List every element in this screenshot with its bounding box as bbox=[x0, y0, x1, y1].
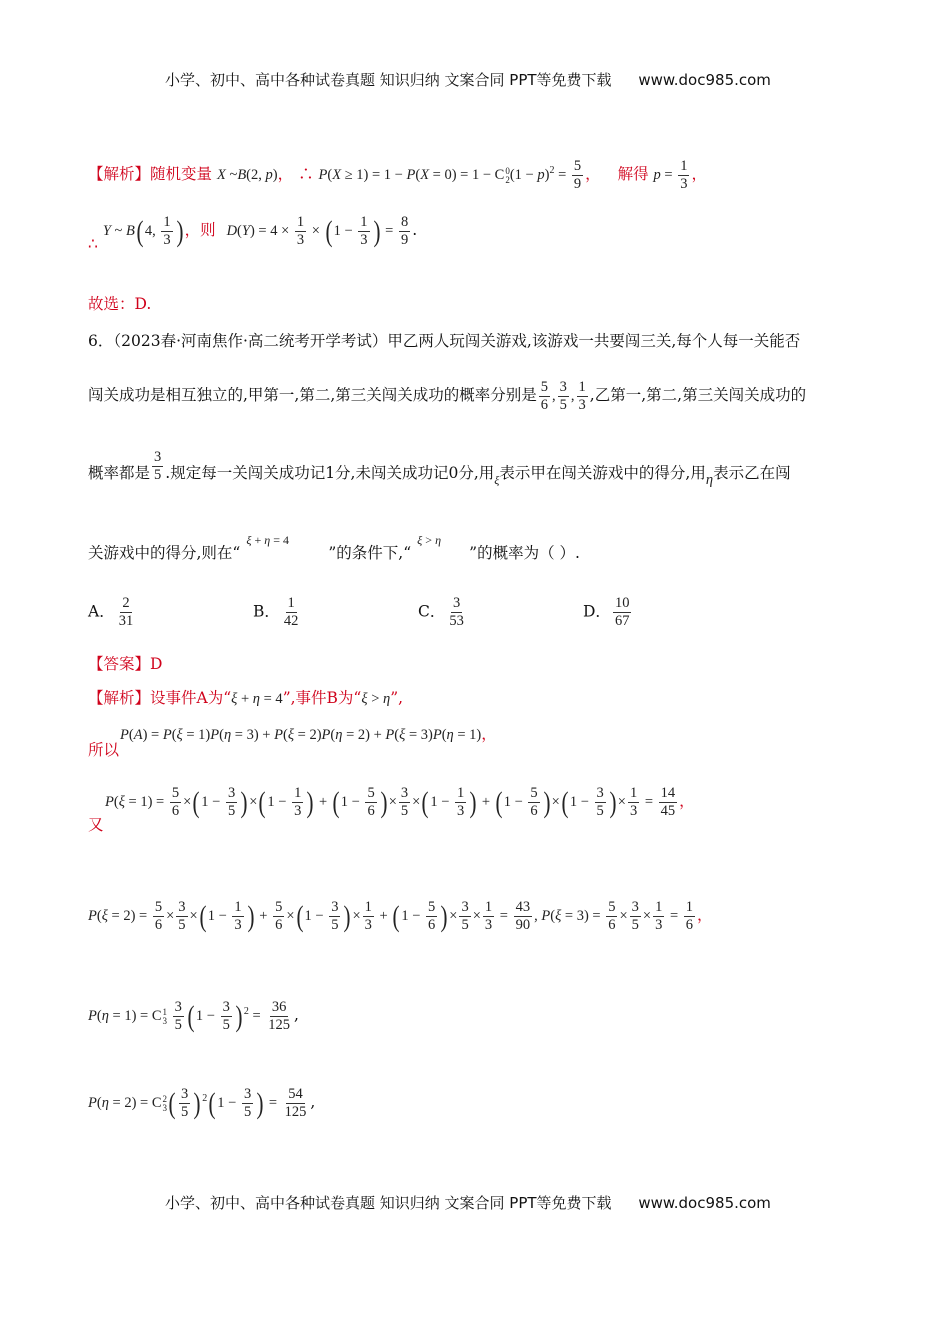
formula-p-eta-1: P(η = 1) = C 1 3 $\frac{3}{5}$ ( 1 − $\frac{3}{5}$ ) $^2$ = $\frac{36}{125}$ , bbox=[88, 999, 299, 1034]
q6-line4: 关游戏中的得分,则在“ ξ + η = 4”的条件下,“ ξ > η”的概率为（ ）. bbox=[88, 533, 580, 562]
sol5-choice: 故选：D. bbox=[88, 295, 152, 313]
header-text: 小学、初中、高中各种试卷真题 知识归纳 文案合同 PPT等免费下载 bbox=[165, 71, 612, 89]
sol5-line1: 【解析】随机变量 X ~B(2, p)， ∴ P(X ≥ 1) = 1 − P(X = 0) = 1 − C 0 2 $(1 - p)^2$ = $\frac{5}{9}$ ， 解得 p = $\frac{1}{3}$ ， bbox=[88, 158, 707, 193]
sol5-line2: ∴ Y ~ B( 4, $\frac{1}{3}$ )，则 D(Y) = 4 × $\frac{1}{3}$ × ( 1 − $\frac{1}{3}$ ) = $\frac{8}{9}$ . bbox=[88, 214, 418, 254]
formula-pa: P(A) = P(ξ = 1)P(η = 3) + P(ξ = 2)P(η = 2) + P(ξ = 3)P(η = 1)， bbox=[120, 725, 497, 743]
so-label: 所以 bbox=[88, 741, 120, 759]
q6-line3: 概率都是 $\frac{3}{5}$ .规定每一关闯关成功记1分,未闯关成功记0分,用$_\xi$表示甲在闯关游戏中的得分,用η表示乙在闯 bbox=[88, 449, 791, 489]
q6-line1: 6．（2023春·河南焦作·高二统考开学考试）甲乙两人玩闯关游戏,该游戏一共要闯三关,每个人每一关能否 bbox=[88, 332, 801, 350]
answer-line: 【答案】D bbox=[88, 655, 163, 673]
formula-p-xi-1: P(ξ = 1) = $\frac{5}{6}$ ×( 1 − $\frac{3}{5}$ ) ×( 1 − $\frac{1}{3}$ ) + ( 1 − $\frac{5}{6}$ ) × $\frac{3}{5}$ ×( 1 − $\frac{1}{3}$ ) + ( 1 − $\frac{5}{6}$ ) ×( 1 − $\frac{3}{5}$ ) × $\frac{1}{3}$ = $\frac{14}{45}$ ， bbox=[105, 785, 695, 820]
solution-tag: 【解析】 bbox=[88, 165, 151, 184]
formula-p-x-ge-1: P(X ≥ 1) = 1 − P(X = 0) = 1 − C 0 2 $(1 - p)^2$ = $\frac{5}{9}$ bbox=[318, 158, 582, 193]
formula-p-xi-2-3: P(ξ = 2) = $\frac{5}{6}$ × $\frac{3}{5}$ ×( 1 − $\frac{1}{3}$ ) + $\frac{5}{6}$ ×( 1 − $\frac{3}{5}$ ) × $\frac{1}{3}$ + ( 1 − $\frac{5}{6}$ ) × $\frac{3}{5}$ × $\frac{1}{3}$ = $\frac{43}{90}$ , P(ξ = 3) = $\frac{5}{6}$ × $\frac{3}{5}$ × $\frac{1}{3}$ = $\frac{1}{6}$ ， bbox=[88, 899, 713, 934]
option-b[interactable]: B． $\frac{1}{42}$ bbox=[253, 595, 299, 630]
footer-text: 小学、初中、高中各种试卷真题 知识归纳 文案合同 PPT等免费下载 bbox=[165, 1194, 612, 1212]
header-site-link[interactable]: www.doc985.com bbox=[638, 71, 771, 89]
page-header bbox=[165, 69, 771, 90]
q6-line2: 闯关成功是相互独立的,甲第一,第二,第三关闯关成功的概率分别是 $\frac{5}{6}$ , $\frac{3}{5}$ , $\frac{1}{3}$ ,乙第一,第二,第三关闯关成功的 bbox=[88, 379, 807, 414]
option-c[interactable]: C． $\frac{3}{53}$ bbox=[418, 595, 464, 630]
page-footer bbox=[165, 1192, 771, 1213]
formula-p-eta-2: P(η = 2) = C 2 3 ( $\frac{3}{5}$ ) $^2$( 1 − $\frac{3}{5}$ ) = $\frac{54}{125}$ , bbox=[88, 1086, 316, 1121]
also-label: 又 bbox=[88, 816, 104, 834]
option-a[interactable]: A． $\frac{2}{31}$ bbox=[88, 595, 134, 630]
q6-solution-line1: 【解析】设事件A为“ξ + η = 4”,事件B为“ξ > η”, bbox=[88, 689, 404, 707]
question-number: 6． bbox=[88, 332, 114, 350]
footer-site-link[interactable]: www.doc985.com bbox=[638, 1194, 771, 1212]
option-d[interactable]: D． $\frac{10}{67}$ bbox=[583, 595, 630, 630]
